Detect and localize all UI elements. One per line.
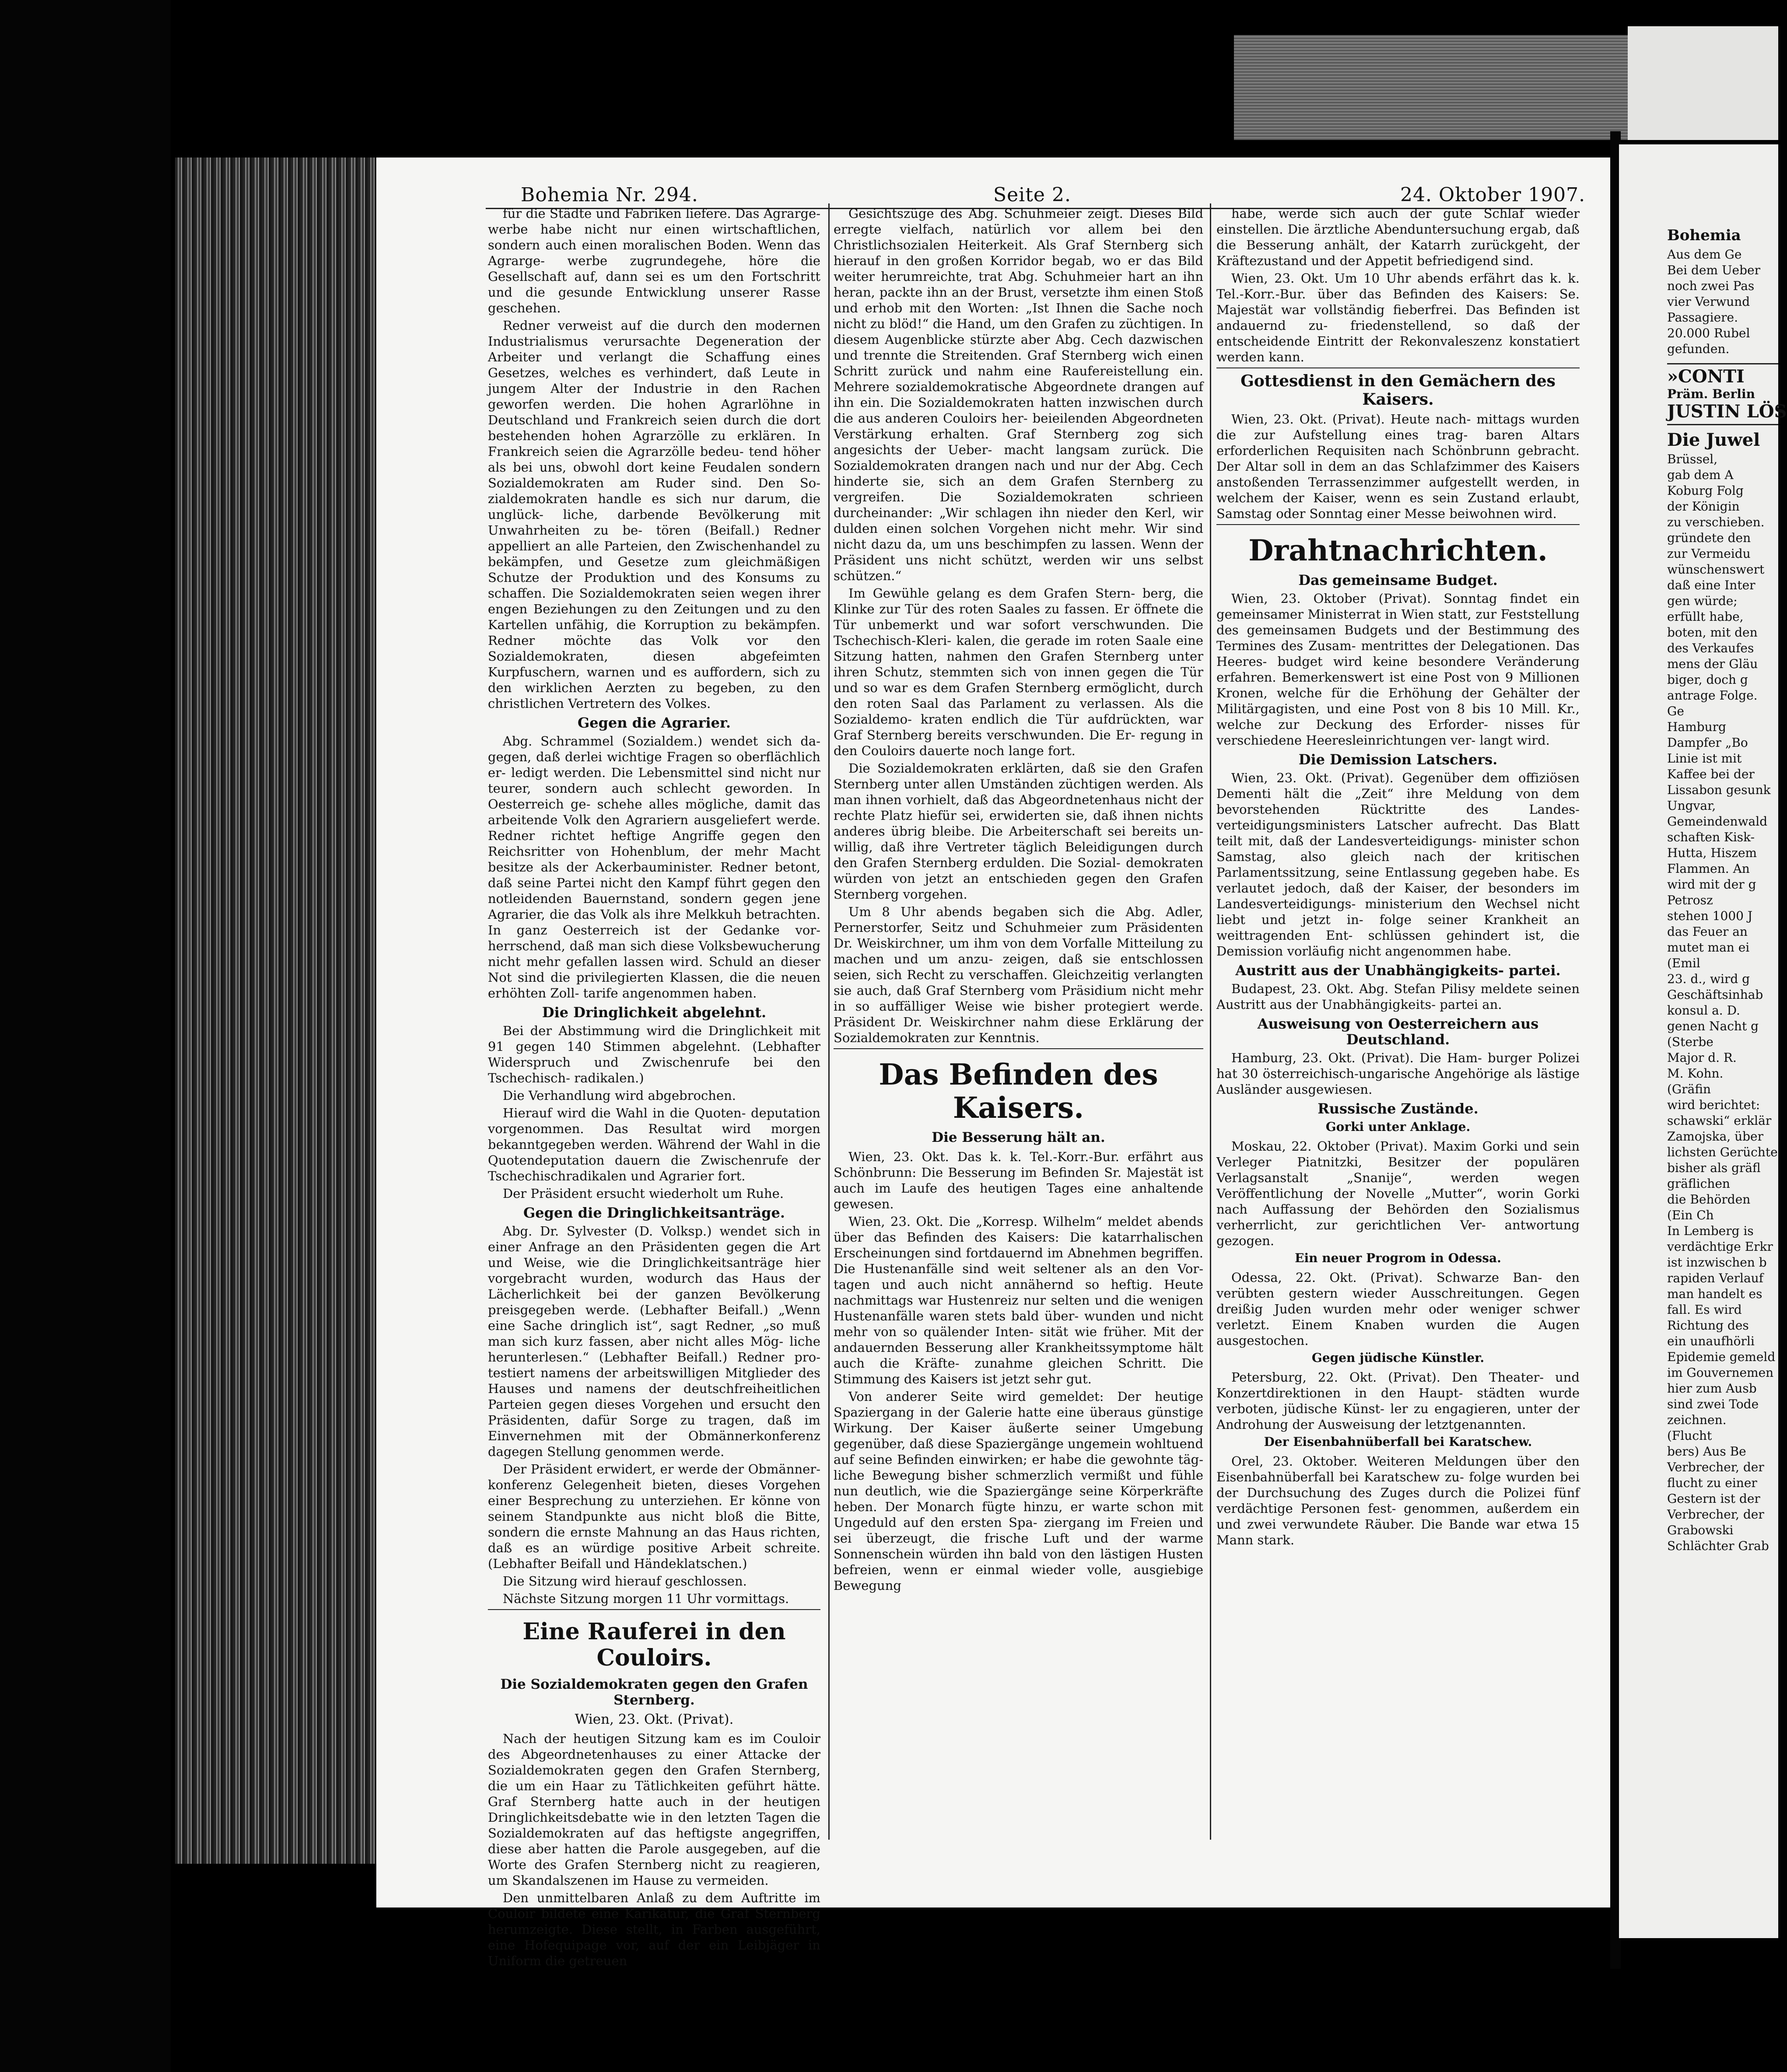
adjacent-page-text	[1667, 227, 1787, 1554]
adjacent-text-line: wird mit der g	[1667, 877, 1756, 892]
adjacent-text-line: wird berichtet:	[1667, 1098, 1760, 1112]
adjacent-text-line: biger, doch g	[1667, 672, 1748, 687]
adjacent-block-c	[1667, 704, 1778, 956]
adjacent-text-line: Ungvar,	[1667, 798, 1716, 813]
adjacent-text-line: (Ein Ch	[1667, 1208, 1714, 1222]
heading-ausweisung: Ausweisung von Oesterreichern aus Deutschland.	[1257, 1015, 1539, 1048]
adjacent-text-line: man handelt es	[1667, 1287, 1762, 1301]
paragraph: Von anderer Seite wird gemeldet: Der heutige Spaziergang in der Galerie hatte eine überaus günstige Wirkung. Der Kaiser äußerte seiner Umgebung gegenüber, daß diese Spaziergänge ungemein wohltuend auf seine Befinden einwirken; er habe die gewohnte täg- liche Bewegung bisher schmerzlich vermißt und fühle nun deutlich, wie die Spaziergänge seine Körperkräfte heben. Der Monarch fügte hinzu, er warte schon mit Ungeduld auf den ersten Spa- ziergang im Freien und sei überzeugt, die frische Luft und der warme Sonnenschein würden ihn bald von den lästigen Husten befreien, wenn er einmal wieder volle, ausgiebige Bewegung	[834, 1389, 1204, 1593]
adjacent-text-line: 20.000 Rubel	[1667, 326, 1750, 340]
paragraph: Budapest, 23. Okt. Abg. Stefan Pilisy meldete seinen Austritt aus der Unabhängigkeits- partei an.	[1216, 981, 1580, 1012]
adjacent-text-line: lichsten Gerüchte	[1667, 1145, 1778, 1159]
paragraph: Abg. Dr. Sylvester (D. Volksp.) wendet sich in einer Anfrage an den Präsidenten gegen die Art und Weise, wie die Dringlichkeitsanträge hier vorgebracht wurden, wodurch das Haus der Lächerlichkeit bei der ganzen Bevölkerung preisgegeben werde. (Lebhafter Beifall.) „Wenn eine Sache dringlich ist“, sagt Redner, „so muß man sich kurz fassen, aber nicht alles Mög- liche herunterlesen.“ (Lebhafter Beifall.) Redner pro- testiert namens der arbeitswilligen Mitglieder des Hauses und namens der deutschfreiheitlichen Parteien gegen dieses Vorgehen und ersucht den Präsidenten, dafür Sorge zu tragen, daß im Einvernehmen mit der Obmännerkonferenz dagegen Stellung genommen werde.	[488, 1224, 820, 1459]
adjacent-text-line: Hutta, Hiszem	[1667, 846, 1757, 860]
adjacent-text-line: zur Vermeidu	[1667, 546, 1751, 561]
adjacent-text-line: Epidemie gemeld	[1667, 1350, 1776, 1364]
subheading-rauferei: Die Sozialdemokraten gegen den Grafen Sternberg.	[500, 1676, 808, 1708]
adjacent-text-line: boten, mit den	[1667, 625, 1758, 640]
adjacent-text-line: bers) Aus Be	[1667, 1444, 1746, 1459]
adjacent-text-line: gräflichen	[1667, 1176, 1730, 1191]
adjacent-text-line: Schlächter Grab	[1667, 1539, 1769, 1553]
subheading-besserung: Die Besserung hält an.	[932, 1130, 1105, 1145]
adjacent-text-line: schaften Kisk-	[1667, 830, 1755, 844]
adjacent-text-line: im Gouvernemen	[1667, 1365, 1774, 1380]
paragraph: Wien, 23. Okt. Die „Korresp. Wilhelm“ meldet abends über das Befinden des Kaisers: Die katarrhalischen Erscheinungen sind fortdauernd im Abnehmen begriffen. Die Hustenanfälle sind weit seltener als an den Vor- tagen und auch nicht annähernd so heftig. Heute nachmittags war Hustenreiz nur selten und die wenigen Hustenanfälle waren stets bald über- wunden und nicht mehr von so quälender Inten- sität wie früher. Mit der andauernden Besserung aller Krankheitssymptome hält auch die Kräfte- zunahme gleichen Schritt. Die Stimmung des Kaisers ist jetzt sehr gut.	[834, 1214, 1203, 1386]
adjacent-text-line: Flammen. An	[1667, 861, 1750, 876]
subheading-kuenstler: Gegen jüdische Künstler.	[1311, 1351, 1485, 1365]
heading-gottesdienst: Gottesdienst in den Gemächern des Kaisers.	[1240, 372, 1556, 409]
adjacent-text-line: M. Kohn.	[1667, 1066, 1724, 1081]
heading-drahtnachrichten: Drahtnachrichten.	[1248, 533, 1548, 567]
adjacent-text-line: fall. Es wird	[1667, 1302, 1742, 1317]
paragraph: Odessa, 22. Okt. (Privat). Schwarze Ban- den verübten gestern wieder Ausschreitungen. Gegen dreißig Juden wurden mehr oder weniger schwer verletzt. Einem Knaben wurden die Augen ausgestochen.	[1216, 1270, 1580, 1348]
heading-austritt: Austritt aus der Unabhängigkeits- partei.	[1235, 962, 1561, 979]
adjacent-text-line: Gestern ist der	[1667, 1491, 1760, 1506]
adjacent-block-a	[1667, 247, 1778, 357]
heading-russische-zustaende: Russische Zustände.	[1317, 1100, 1479, 1117]
paragraph: Die Sitzung wird hierauf geschlossen.	[503, 1574, 747, 1589]
paragraph: Nach der heutigen Sitzung kam es im Couloir des Abgeordnetenhauses zu einer Attacke der Sozialdemokraten gegen den Grafen Sternberg, die um ein Haar zu Tätlichkeiten geführt hätte. Graf Sternberg hatte auch in der heutigen Dringlichkeitsdebatte wie in den letzten Tagen die Sozialdemokraten auf das heftigste angegriffen, diese aber hatten die Parole ausgegeben, auf die Worte des Grafen Sternberg nicht zu reagieren, um Skandalszenen im Hause zu vermeiden.	[488, 1731, 820, 1888]
scan-background-top-right	[1628, 26, 1778, 140]
heading-dringlichkeitsantraege: Gegen die Dringlichkeitsanträge.	[523, 1204, 785, 1221]
adjacent-text-line: Linie ist mit	[1667, 751, 1742, 766]
adjacent-text-line: rapiden Verlauf	[1667, 1271, 1764, 1285]
adjacent-text-line: des Verkaufes	[1667, 641, 1754, 655]
adjacent-text-line: konsul a. D.	[1667, 1003, 1740, 1018]
header-page-number: Seite 2.	[993, 184, 1071, 206]
column-2	[834, 206, 1203, 1833]
heading-dringlichkeit: Die Dringlichkeit abgelehnt.	[542, 1004, 767, 1021]
adjacent-text-line: daß eine Inter	[1667, 578, 1755, 592]
adjacent-text-line: verdächtige Erkr	[1667, 1239, 1773, 1254]
adjacent-text-line: Hamburg	[1667, 720, 1726, 734]
adjacent-block-b	[1667, 452, 1778, 704]
scan-background-top	[1234, 35, 1628, 140]
adjacent-text-line: hier zum Ausb	[1667, 1381, 1757, 1396]
paragraph: Wien, 23. Okt. (Privat). Gegenüber dem offiziösen Dementi hält die „Zeit“ ihre Meldung von dem bevorstehenden Rücktritte des Landes- verteidigungsministers Latscher aufrecht. Das Blatt teilt mit, daß der Landesverteidigungs- minister schon Samstag, also gleich nach der kritischen Parlamentssitzung, seine Entlassung gegeben habe. Es verlautet jedoch, daß der Kaiser, der besonders im Landesverteidigungs- ministerium den Wechsel nicht liebt und jetzt in- folge seiner Krankheit an weittragenden Ent- schlüssen gehindert ist, die Demission vorläufig nicht angenommen habe.	[1216, 770, 1580, 959]
column-1	[488, 206, 820, 1968]
adjacent-text-line: genen Nacht g	[1667, 1019, 1759, 1033]
adjacent-text-line: Major d. R.	[1667, 1050, 1737, 1065]
adjacent-block-d	[1667, 956, 1778, 1554]
heading-befinden-kaiser: Das Befinden des Kaisers.	[879, 1057, 1158, 1125]
paragraph: Hamburg, 23. Okt. (Privat). Die Ham- burger Polizei hat 30 österreichisch-ungarische Angehörige als lästige Ausländer ausgewiesen.	[1216, 1050, 1580, 1097]
adjacent-text-line: (Emil	[1667, 956, 1700, 970]
adjacent-text-line: zu verschieben.	[1667, 515, 1765, 529]
paragraph: Redner verweist auf die durch den modernen Industrialismus verursachte Degeneration der Arbeiter und verlangt die Schaffung eines Gesetzes, welches es verhindert, daß Leute in jungem Alter der Industrie in den Rachen geworfen werden. Die hohen Agrarlöhne in Deutschland und Frankreich seien durch die dort bestehenden hohen Agrarzölle zu erklären. In Frankreich seien die Agrarzölle bedeu- tend höher als bei uns, obwohl dort keine Feudalen sondern Sozialdemokraten am Ruder sind. Den So- zialdemokraten handle es sich nur darum, die unglück- liche, darbende Bevölkerung mit Unwahrheiten zu be- tören (Beifall.) Redner appelliert an alle Parteien, den Zwischenhandel zu bekämpfen, und Gesetze zum gleichmäßigen Schutze der Produktion und des Konsums zu schaffen. Die Sozialdemokraten seien wegen ihrer engen Beziehungen zu den Zeitungen und zu den Kartellen unfähig, die Korruption zu bekämpfen. Redner möchte das Volk vor den Sozialdemokraten, diesen abgefeimten Kurpfuschern, warnen und es auffordern, sich zu den wirklichen Aerzten zu begeben, zu den christlichen Vertretern des Volkes.	[488, 318, 820, 711]
adjacent-text-line: Kaffee bei der	[1667, 767, 1755, 781]
adjacent-text-line: ist inzwischen b	[1667, 1255, 1767, 1270]
col1-top-text	[488, 206, 820, 711]
section-rule	[834, 1048, 1203, 1049]
adjacent-text-line: Koburg Folg	[1667, 483, 1744, 498]
paragraph: Den unmittelbaren Anlaß zu dem Auftritte im Couloir bildete eine Karikatur, die Graf Sternberg herumzeigte. Diese stellt, in Farben ausgeführt, eine Hofequipage vor, auf der ein Leibjäger in Uniform die getreuen	[488, 1890, 820, 1968]
adjacent-text-line: sind zwei Tode	[1667, 1397, 1759, 1411]
adjacent-heading-juwel: Die Juwel	[1667, 430, 1760, 450]
ad-line: JUSTIN LÖS	[1667, 401, 1787, 422]
adjacent-text-line: 23. d., wird g	[1667, 972, 1750, 986]
adjacent-text-line: antrage Folge.	[1667, 688, 1758, 703]
adjacent-text-line: Geschäftsinhab	[1667, 987, 1763, 1002]
heading-budget: Das gemeinsame Budget.	[1298, 572, 1498, 588]
paragraph: Wien, 23. Okt. Das k. k. Tel.-Korr.-Bur. erfährt aus Schönbrunn: Die Besserung im Befinden Sr. Majestät ist auch im Laufe des heutigen Tages eine anhaltende gewesen.	[834, 1149, 1203, 1211]
ad-line: Präm. Berlin	[1667, 387, 1755, 401]
adjacent-text-line: noch zwei Pas	[1667, 279, 1755, 293]
adjacent-header: Bohemia	[1667, 227, 1741, 244]
book-page-edges	[175, 158, 376, 1864]
subheading-pogrom: Ein neuer Progrom in Odessa.	[1295, 1251, 1501, 1265]
adjacent-text-line: Petrosz	[1667, 893, 1713, 907]
adjacent-text-line: stehen 1000 J	[1667, 909, 1753, 923]
paragraph: Die Sozialdemokraten erklärten, daß sie den Grafen Sternberg unter allen Umständen züchtigen werden. Als man ihnen vorhielt, daß das Abgeordnetenhaus nicht der rechte Platz hiefür sei, erwiderten sie, daß ihnen nichts anderes übrig bleibe. Die Arbeiterschaft sei bereits un- willig, daß ihre Vertreter täglich Beleidigungen durch den Grafen Sternberg erdulden. Die Sozial- demokraten würden von jetzt an entschieden gegen den Grafen Sternberg vorgehen.	[834, 761, 1203, 902]
paragraph: Wien, 23. Okt. Um 10 Uhr abends erfährt das k. k. Tel.-Korr.-Bur. über das Befinden des Kaisers: Se. Majestät war vollständig fieberfrei. Das Befinden ist andauernd zu- friedenstellend, so daß der entscheidende Eintritt der Rekonvaleszenz konstatiert werden kann.	[1216, 271, 1580, 364]
adjacent-text-line: In Lemberg is	[1667, 1224, 1754, 1238]
paragraph: Hierauf wird die Wahl in die Quoten- deputation vorgenommen. Das Resultat wird morgen bekanntgegeben werden. Während der Wahl in die Quotendeputation dauern die Zwischenrufe der Tschechischradikalen und Agrarier fort.	[488, 1106, 820, 1183]
adjacent-text-line: erfüllt habe,	[1667, 609, 1744, 624]
adjacent-advertisement	[1667, 363, 1787, 425]
paragraph: Der Präsident erwidert, er werde der Obmänner- konferenz Gelegenheit bieten, dieses Vorgehen einer Besprechung zu unterziehen. Er könne von seinem Standpunkte aus nicht bloß die Bitte, sondern die ernste Mahnung an das Haus richten, daß es an würdige positive Arbeit schreite. (Lebhafter Beifall und Händeklatschen.)	[488, 1462, 820, 1571]
scan-background-left	[0, 0, 171, 2072]
paragraph: Moskau, 22. Oktober (Privat). Maxim Gorki und sein Verleger Piatnitzki, Besitzer der populären Verlagsanstalt „Snanije“, werden wegen Veröffentlichung der Novelle „Mutter“, worin Gorki nach Auffassung der Behörden den Sozialismus verherrlicht, zur gerichtlichen Ver- antwortung gezogen.	[1216, 1139, 1580, 1248]
adjacent-text-line: die Behörden	[1667, 1192, 1751, 1207]
adjacent-text-line: Ge	[1667, 704, 1684, 718]
adjacent-text-line: Brüssel,	[1667, 452, 1718, 466]
adjacent-text-line: mutet man ei	[1667, 940, 1750, 955]
paragraph: Orel, 23. Oktober. Weiteren Meldungen über den Eisenbahnüberfall bei Karatschew zu- folge wurden bei der Durchsuchung des Zuges durch die Polizei fünf verdächtige Personen fest- genommen, außerdem ein und zwei verwundete Räuber. Die Bande war etwa 15 Mann stark.	[1216, 1454, 1580, 1547]
adjacent-text-line: Dampfer „Bo	[1667, 735, 1748, 750]
paragraph: Der Präsident ersucht wiederholt um Ruhe.	[503, 1186, 784, 1201]
adjacent-text-line: Bei dem Ueber	[1667, 263, 1760, 277]
adjacent-text-line: schawski“ erklär	[1667, 1113, 1772, 1128]
paragraph: für die Städte und Fabriken liefere. Das Agrarge- werbe habe nicht nur einen wirtschaftlichen, sondern auch einen moralischen Boden. Wenn das Agrarge- werbe zugrundegehe, höre die Gesellschaft auf, dann sei es um den Fortschritt und die gesunde Entwicklung unserer Rasse geschehen.	[488, 206, 820, 315]
header-issue: Bohemia Nr. 294.	[521, 184, 698, 206]
paragraph: Petersburg, 22. Okt. (Privat). Den Theater- und Konzertdirektionen in den Haupt- städten wurde verboten, jüdische Künst- ler zu engagieren, unter der Androhung der Ausweisung der letztgenannten.	[1216, 1370, 1580, 1432]
adjacent-text-line: zeichnen.	[1667, 1413, 1727, 1427]
adjacent-text-line: gen würde;	[1667, 594, 1738, 608]
subheading-eisenbahnueberfall: Der Eisenbahnüberfall bei Karatschew.	[1264, 1435, 1532, 1449]
paragraph: Im Gewühle gelang es dem Grafen Stern- berg, die Klinke zur Tür des roten Saales zu fassen. Er öffnete die Tür unbemerkt und war sofort verschwunden. Die Tschechisch-Kleri- kalen, die gerade im roten Saale eine Sitzung hatten, nahmen den Grafen Sternberg unter ihren Schutz, stemmten sich von innen gegen die Tür und so war es dem Grafen Sternberg ermöglicht, durch den roten Saal das Parlament zu verlassen. Als die Sozialdemo- kraten endlich die Tür aufdrückten, war Graf Sternberg bereits verschwunden. Die Er- regung in den Couloirs dauerte noch lange fort.	[834, 586, 1203, 758]
adjacent-text-line: der Königin	[1667, 499, 1740, 514]
paragraph: Nächste Sitzung morgen 11 Uhr vormittags.	[503, 1591, 789, 1606]
adjacent-text-line: Gemeindenwald	[1667, 814, 1768, 829]
adjacent-text-line: (Gräfin	[1667, 1082, 1711, 1096]
adjacent-text-line: Aus dem Ge	[1667, 247, 1742, 262]
paragraph: Gesichtszüge des Abg. Schuhmeier zeigt. Dieses Bild erregte vielfach, natürlich vor allem bei den Christlichsozialen Heiterkeit. Als Graf Sternberg sich hierauf in den großen Korridor begab, wo er das Bild weiter herumreichte, trat Abg. Schuhmeier hart an ihn heran, packte ihn an der Brust, versetzte ihm einen Stoß und erhob mit den Worten: „Ist Ihnen die Sache noch nicht zu blöd!“ die Hand, um den Grafen zu züchtigen. In diesem Augenblicke stürzte aber Abg. Cech dazwischen und trennte die Streitenden. Graf Sternberg wich einen Schritt zurück und nahm eine Raufereistellung ein. Mehrere sozialdemokratische Abgeordnete drangen auf ihn ein. Die Sozialdemokraten hatten inzwischen durch die aus anderen Couloirs her- beieilenden Abgeordneten Verstärkung erhalten. Graf Sternberg zog sich angesichts der Ueber- macht langsam zurück. Die Sozialdemokraten drangen nach und nur der Abg. Cech hinderte sie, sich an dem Grafen Sternberg zu vergreifen. Die Sozialdemokraten schrieen durcheinander: „Wir schlagen ihn nieder den Kerl, wir dulden einen solchen Vorgehen nicht mehr. Wir sind nicht dazu da, um uns beschimpfen zu lassen. Wenn der Präsident uns nicht schützt, werden wir uns selbst schützen.“	[834, 206, 1203, 583]
heading-agrarier: Gegen die Agrarier.	[577, 714, 731, 731]
adjacent-text-line: Verbrecher, der	[1667, 1507, 1764, 1522]
paragraph: Bei der Abstimmung wird die Dringlichkeit mit 91 gegen 140 Stimmen abgelehnt. (Lebhafter Widerspruch und Zwischenrufe bei den Tschechisch- radikalen.)	[488, 1023, 820, 1085]
paragraph: Um 8 Uhr abends begaben sich die Abg. Adler, Pernerstorfer, Seitz und Schuhmeier zum Präsidenten Dr. Weiskirchner, um ihm von dem Vorfalle Mitteilung zu machen und um anzu- zeigen, daß sie entschlossen seien, sich Recht zu verschaffen. Gleichzeitig verlangten sie auch, daß Graf Sternberg vom Präsidium nicht mehr in so auffälliger Weise wie bisher protegiert werde. Präsident Dr. Weiskirchner nahm diese Erklärung der Sozialdemokraten zur Kenntnis.	[834, 904, 1203, 1045]
paragraph: Wien, 23. Okt. (Privat). Heute nach- mittags wurden die zur Aufstellung eines trag- baren Altars erforderlichen Requisiten nach Schönbrunn gebracht. Der Altar soll in dem an das Schlafzimmer des Kaisers anstoßenden Terrassenzimmer aufgestellt werden, in welchem der Kaiser, wenn es sein Zustand erlaubt, Samstag oder Sonntag einer Messe beiwohnen wird.	[1216, 412, 1580, 521]
adjacent-text-line: Verbrecher, der	[1667, 1460, 1764, 1474]
adjacent-text-line: mens der Gläu	[1667, 657, 1758, 671]
adjacent-text-line: (Sterbe	[1667, 1035, 1713, 1049]
paragraph: Wien, 23. Oktober (Privat). Sonntag findet ein gemeinsamer Ministerrat in Wien statt, zur Feststellung des gemeinsamen Budgets und der Bestimmung des Termines des Zusam- mentrittes der Delegationen. Das Heeres- budget wird keine besondere Veränderung erfahren. Bemerkenswert ist eine Post von 9 Millionen Kronen, welche für die Erhöhung der Gehälter der Militärgagisten, und eine Post von 8 bis 10 Mill. Kr., welche zur Deckung des Erforder- nisses für verschiedene Heeresleinrichtungen ver- langt wird.	[1216, 591, 1580, 748]
adjacent-text-line: Lissabon gesunk	[1667, 783, 1771, 797]
adjacent-text-line: gab dem A	[1667, 468, 1734, 482]
adjacent-text-line: Passagiere.	[1667, 310, 1738, 325]
adjacent-text-line: das Feuer an	[1667, 924, 1748, 939]
subheading-gorki: Gorki unter Anklage.	[1325, 1120, 1471, 1134]
adjacent-text-line: wünschenswert	[1667, 562, 1765, 577]
adjacent-text-line: gefunden.	[1667, 342, 1730, 356]
adjacent-text-line: gründete den	[1667, 531, 1751, 545]
adjacent-text-line: vier Verwund	[1667, 294, 1750, 309]
section-rule	[1216, 524, 1580, 525]
adjacent-text-line: ein unaufhörli	[1667, 1334, 1755, 1348]
adjacent-text-line: Grabowski	[1667, 1523, 1734, 1537]
ad-line: »CONTI	[1667, 366, 1745, 387]
heading-demission: Die Demission Latschers.	[1298, 751, 1498, 768]
heading-rauferei: Eine Rauferei in den Couloirs.	[522, 1618, 786, 1671]
dateline-rauferei: Wien, 23. Okt. (Privat).	[575, 1712, 734, 1727]
adjacent-text-line: Richtung des	[1667, 1318, 1749, 1333]
column-rule-2	[1210, 203, 1211, 1840]
column-3	[1216, 206, 1580, 1833]
paragraph: Abg. Schrammel (Sozialdem.) wendet sich da- gegen, daß derlei wichtige Fragen so oberflächlich er- ledigt werden. Die Lebensmittel sind nicht nur teurer, sondern auch schlecht geworden. In Oesterreich ge- schehe alles mögliche, damit das arbeitende Volk den Agrariern ausgeliefert werde. Redner richtet heftige Angriffe gegen den Reichsritter von Hohenblum, der mehr Macht besitze als der Ackerbauminister. Redner betont, daß seine Partei nicht den Kampf führt gegen den notleidenden Bauernstand, sondern gegen jene Agrarier, die das Volk als ihre Melkkuh betrachten. In ganz Oesterreich ist der Gedanke vor- herrschend, daß man sich diese Volksbewucherung nicht mehr gefallen lassen wird. Schuld an dieser Not sind die privilegierten Klassen, die die neuen erhöhten Zoll- tarife angenommen haben.	[488, 734, 820, 1001]
adjacent-text-line: (Flucht	[1667, 1428, 1712, 1443]
paragraph: Die Verhandlung wird abgebrochen.	[503, 1088, 736, 1103]
adjacent-text-line: bisher als gräfl	[1667, 1161, 1761, 1175]
column-rule-1	[828, 203, 830, 1840]
adjacent-text-line: Zamojska, über	[1667, 1129, 1763, 1144]
section-rule	[488, 1609, 820, 1610]
header-date: 24. Oktober 1907.	[1400, 184, 1586, 206]
paragraph: habe, werde sich auch der gute Schlaf wieder einstellen. Die ärztliche Abenduntersuchung ergab, daß die Besserung anhält, der Katarrh zurückgeht, der Kräftezustand und der Appetit befriedigend sind.	[1216, 206, 1580, 268]
adjacent-text-line: flucht zu einer	[1667, 1476, 1757, 1490]
